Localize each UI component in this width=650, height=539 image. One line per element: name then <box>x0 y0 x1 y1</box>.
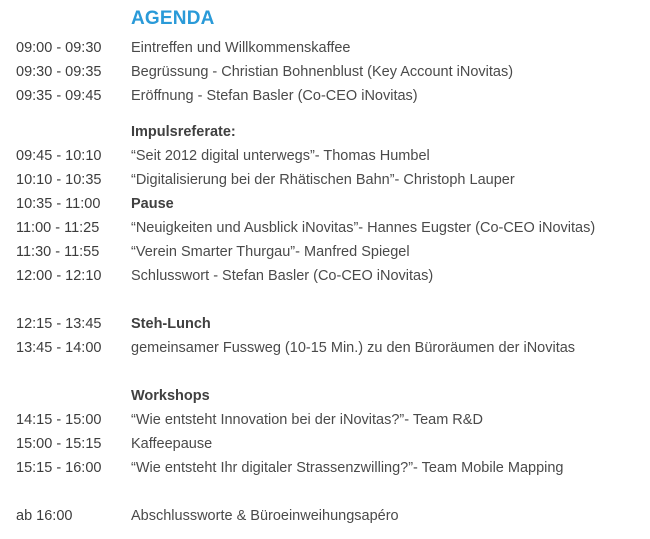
agenda-time: ab 16:00 <box>16 508 73 524</box>
agenda-description: “Seit 2012 digital unterwegs”- Thomas Humbel <box>131 148 430 164</box>
agenda-description: “Wie entsteht Ihr digitaler Strassenzwilling?”- Team Mobile Mapping <box>131 460 564 476</box>
agenda-time: 12:00 - 12:10 <box>16 268 102 284</box>
agenda-time: 09:35 - 09:45 <box>16 88 102 104</box>
section-heading-workshops: Workshops <box>131 388 210 404</box>
agenda-description: Eintreffen und Willkommenskaffee <box>131 40 351 56</box>
agenda-time: 09:00 - 09:30 <box>16 40 102 56</box>
agenda-description: Eröffnung - Stefan Basler (Co-CEO iNovitas) <box>131 88 418 104</box>
section-heading-impulsreferate: Impulsreferate: <box>131 124 236 140</box>
agenda-time: 11:30 - 11:55 <box>16 244 100 260</box>
agenda-time: 11:00 - 11:25 <box>16 220 100 236</box>
agenda-title: AGENDA <box>131 8 215 29</box>
agenda-description: Abschlussworte & Büroeinweihungsapéro <box>131 508 399 524</box>
agenda-time: 13:45 - 14:00 <box>16 340 102 356</box>
agenda-time: 14:15 - 15:00 <box>16 412 102 428</box>
agenda-time: 12:15 - 13:45 <box>16 316 102 332</box>
agenda-description: “Neuigkeiten und Ausblick iNovitas”- Hannes Eugster (Co-CEO iNovitas) <box>131 220 596 236</box>
agenda-description: “Verein Smarter Thurgau”- Manfred Spiegel <box>131 244 410 260</box>
agenda-time: 10:35 - 11:00 <box>16 196 101 212</box>
agenda-description: gemeinsamer Fussweg (10-15 Min.) zu den Büroräumen der iNovitas <box>131 340 576 356</box>
agenda-description: Begrüssung - Christian Bohnenblust (Key Account iNovitas) <box>131 64 514 80</box>
agenda-time: 10:10 - 10:35 <box>16 172 102 188</box>
agenda-time: 15:00 - 15:15 <box>16 436 102 452</box>
agenda-description: “Digitalisierung bei der Rhätischen Bahn”- Christoph Lauper <box>131 172 515 188</box>
agenda-time: 09:30 - 09:35 <box>16 64 102 80</box>
agenda-description: “Wie entsteht Innovation bei der iNovitas?”- Team R&D <box>131 412 483 428</box>
agenda-description-steh-lunch: Steh-Lunch <box>131 316 211 332</box>
agenda-description: Schlusswort - Stefan Basler (Co-CEO iNovitas) <box>131 268 434 284</box>
agenda-time: 09:45 - 10:10 <box>16 148 102 164</box>
agenda-description-pause: Pause <box>131 196 174 212</box>
agenda-time: 15:15 - 16:00 <box>16 460 102 476</box>
agenda-description: Kaffeepause <box>131 436 213 452</box>
